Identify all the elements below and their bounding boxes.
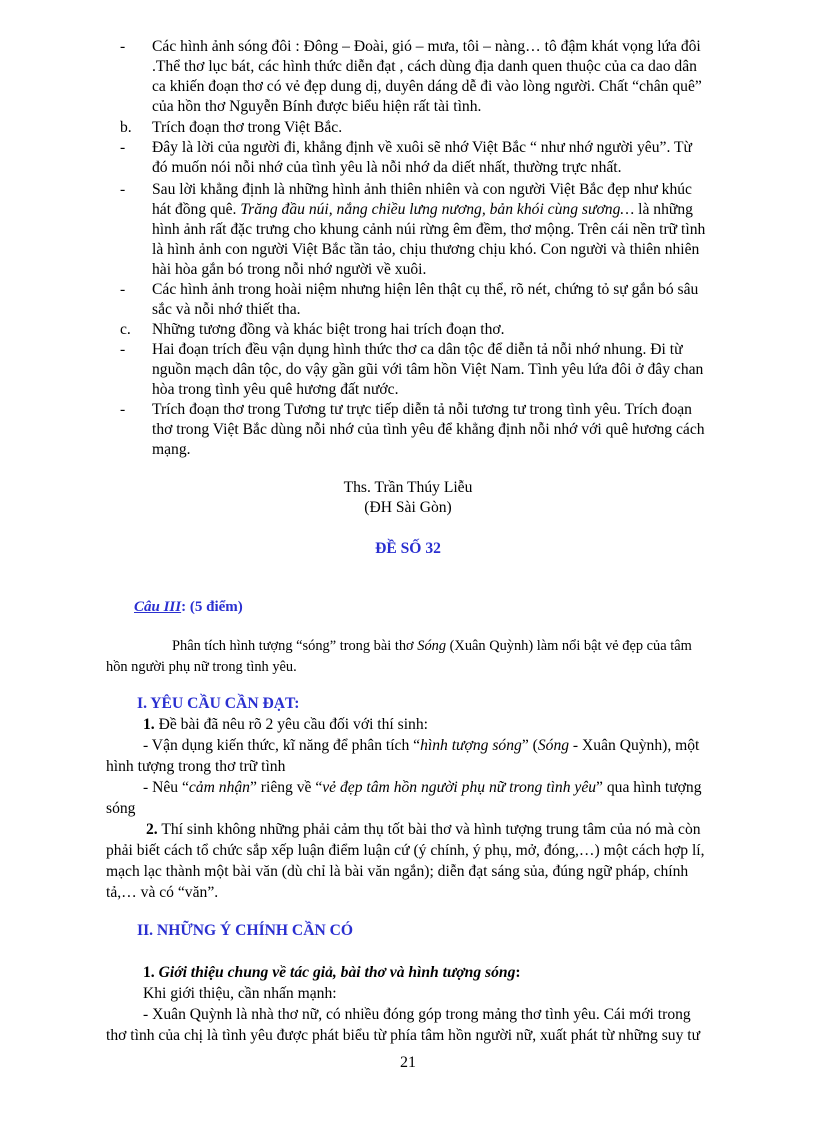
text-line: Những tương đồng và khác biệt trong hai trích đoạn thơ. (152, 321, 505, 338)
requirement-1 (143, 714, 743, 735)
list-marker: b. (120, 119, 132, 136)
list-marker: - (120, 139, 126, 156)
main-point-line: thơ tình của chị là tình yêu được phát biểu từ phía tâm hồn người nữ, xuất phát từ những suy tư (106, 1027, 701, 1044)
requirement-bullet-2-cont: sóng (106, 800, 136, 817)
text-italic: hình tượng sóng (420, 737, 522, 754)
question-prompt (106, 636, 738, 656)
requirement-2 (146, 819, 742, 840)
requirement-bullet-1-cont: hình tượng trong thơ trữ tình (106, 758, 286, 775)
text-line: Trích đoạn thơ trong Tương tư trực tiếp diễn tả nỗi tương tư trong tình yêu. Trích đoạn (152, 401, 692, 418)
text-span: là những (638, 201, 693, 218)
text-line: Hai đoạn trích đều vận dụng hình thức thơ ca dân tộc để diễn tả nỗi nhớ nhung. Đi từ (152, 341, 683, 358)
text-line: Sau lời khẳng định là những hình ảnh thiên nhiên và con người Việt Bắc đẹp như khúc (152, 181, 692, 198)
item-number: 1. (143, 964, 155, 981)
text-span: - Vận dụng kiến thức, kĩ năng để phân tích “ (143, 737, 421, 754)
text-span: : (515, 964, 521, 981)
text-italic: Sóng (537, 737, 570, 754)
text-line: là hình ảnh con người Việt Bắc tần tảo, chịu thương chịu khó. Con người và thiên nhiên (152, 241, 700, 258)
main-point-heading (143, 962, 743, 983)
text-line: Trích đoạn thơ trong Việt Bắc. (152, 119, 343, 136)
text-line-mixed (152, 200, 816, 220)
author-org: (ĐH Sài Gòn) (364, 499, 452, 516)
list-marker: c. (120, 321, 131, 338)
text-span: ” ( (521, 737, 538, 754)
text-line: sắc và nỗi nhớ thiết tha. (152, 301, 301, 318)
text-span: Phân tích hình tượng “sóng” trong bài thơ (172, 638, 418, 654)
main-point-line: - Xuân Quỳnh là nhà thơ nữ, có nhiều đóng góp trong mảng thơ tình yêu. Cái mới trong (143, 1006, 691, 1023)
text-line: Các hình ảnh trong hoài niệm nhưng hiện lên thật cụ thể, rõ nét, chứng tỏ sự gắn bó sâu (152, 281, 699, 298)
text-line: đó muốn nói nỗi nhớ của tình yêu là nỗi nhớ da diết nhất, thường trực nhất. (152, 159, 622, 176)
text-span: (Xuân Quỳnh) làm nổi bật vẻ đẹp của tâm (446, 638, 692, 654)
section-heading-requirements: I. YÊU CẦU CẦN ĐẠT: (137, 695, 300, 712)
poem-title: Sóng (417, 638, 447, 654)
text-line: nguồn mạch dân tộc, do vậy gần gũi với tâm hồn Việt Nam. Tình yêu lứa đôi ở đây chan (152, 361, 704, 378)
text-italic: cảm nhận (188, 779, 250, 796)
text-line: Các hình ảnh sóng đôi : Đông – Đoài, gió – mưa, tôi – nàng… tô đậm khát vọng lứa đôi (152, 38, 701, 55)
text-line: hòa trong tình yêu quê hương đất nước. (152, 381, 399, 398)
poem-quote: Trăng đầu núi, nắng chiều lưng nương, bản khói cùng sương… (240, 201, 635, 218)
question-points: : (5 điểm) (181, 599, 243, 615)
question-prompt-line2: hồn người phụ nữ trong tình yêu. (106, 659, 297, 675)
text-line: ca khiến đoạn thơ có vẻ đẹp dung dị, duyên dáng dễ đi vào lòng người. Chất “chân quê” (152, 78, 702, 95)
requirement-bullet-2 (143, 777, 743, 798)
section-heading-main-points: II. NHỮNG Ý CHÍNH CẦN CÓ (137, 922, 354, 939)
exam-number-heading: ĐỀ SỐ 32 (375, 540, 441, 557)
text-span: - Nêu “ (143, 779, 189, 796)
list-marker: - (120, 401, 126, 418)
text-span: - Xuân Quỳnh), một (569, 737, 700, 754)
list-marker: - (120, 281, 126, 298)
requirement-2-line: mạch lạc thành một bài văn (dù chỉ là bài văn ngắn); diễn đạt sáng sủa, đúng ngữ pháp, chính (106, 863, 689, 880)
text-line: thơ trong Việt Bắc dùng nỗi nhớ của tình yêu để khẳng định nỗi nhớ với quê hương cách (152, 421, 705, 438)
item-number: 2. (146, 821, 158, 838)
main-point-line: Khi giới thiệu, cần nhấn mạnh: (143, 985, 337, 1002)
text-italic: vẻ đẹp tâm hồn người phụ nữ trong tình yêu (322, 779, 597, 796)
list-marker: - (120, 181, 126, 198)
list-marker: - (120, 38, 126, 55)
text-span: ” qua hình tượng (596, 779, 702, 796)
requirement-2-line: tả,… và có “văn”. (106, 884, 219, 901)
question-label (134, 599, 243, 616)
text-span: Thí sinh không những phải cảm thụ tốt bài thơ và hình tượng trung tâm của nó mà còn (157, 821, 701, 838)
text-bold-italic: Giới thiệu chung về tác giả, bài thơ và hình tượng sóng (154, 964, 516, 981)
requirement-bullet-1 (143, 735, 743, 756)
text-line: Đây là lời của người đi, khẳng định về xuôi sẽ nhớ Việt Bắc “ như nhớ người yêu”. Từ (152, 139, 692, 156)
requirement-2-line: phải biết cách tổ chức sắp xếp luận điểm luận cứ (ý chính, ý phụ, mở, đóng,…) một cách hợp lí, (106, 842, 705, 859)
text-line: hài hòa gắn bó trong nỗi nhớ người về xuôi. (152, 261, 427, 278)
text-line: hình ảnh rất đặc trưng cho khung cảnh núi rừng êm đềm, thơ mộng. Trên cái nền trữ tình (152, 221, 706, 238)
item-number: 1. (143, 716, 155, 733)
text-span: ” riêng về “ (249, 779, 323, 796)
text-span: hát đồng quê. (152, 201, 237, 218)
text-line: mạng. (152, 441, 191, 458)
list-marker: - (120, 341, 126, 358)
text-line: .Thể thơ lục bát, các hình thức diễn đạt , cách dùng địa danh quen thuộc của ca dao dân (152, 58, 697, 75)
text-line: của hồn thơ Nguyễn Bính được biểu hiện rất tài tình. (152, 98, 482, 115)
text-span: Đề bài đã nêu rõ 2 yêu cầu đối với thí sinh: (154, 716, 428, 733)
page-number: 21 (400, 1054, 416, 1071)
question-number: Câu III (134, 599, 182, 615)
author-name: Ths. Trần Thúy Liễu (343, 479, 473, 496)
